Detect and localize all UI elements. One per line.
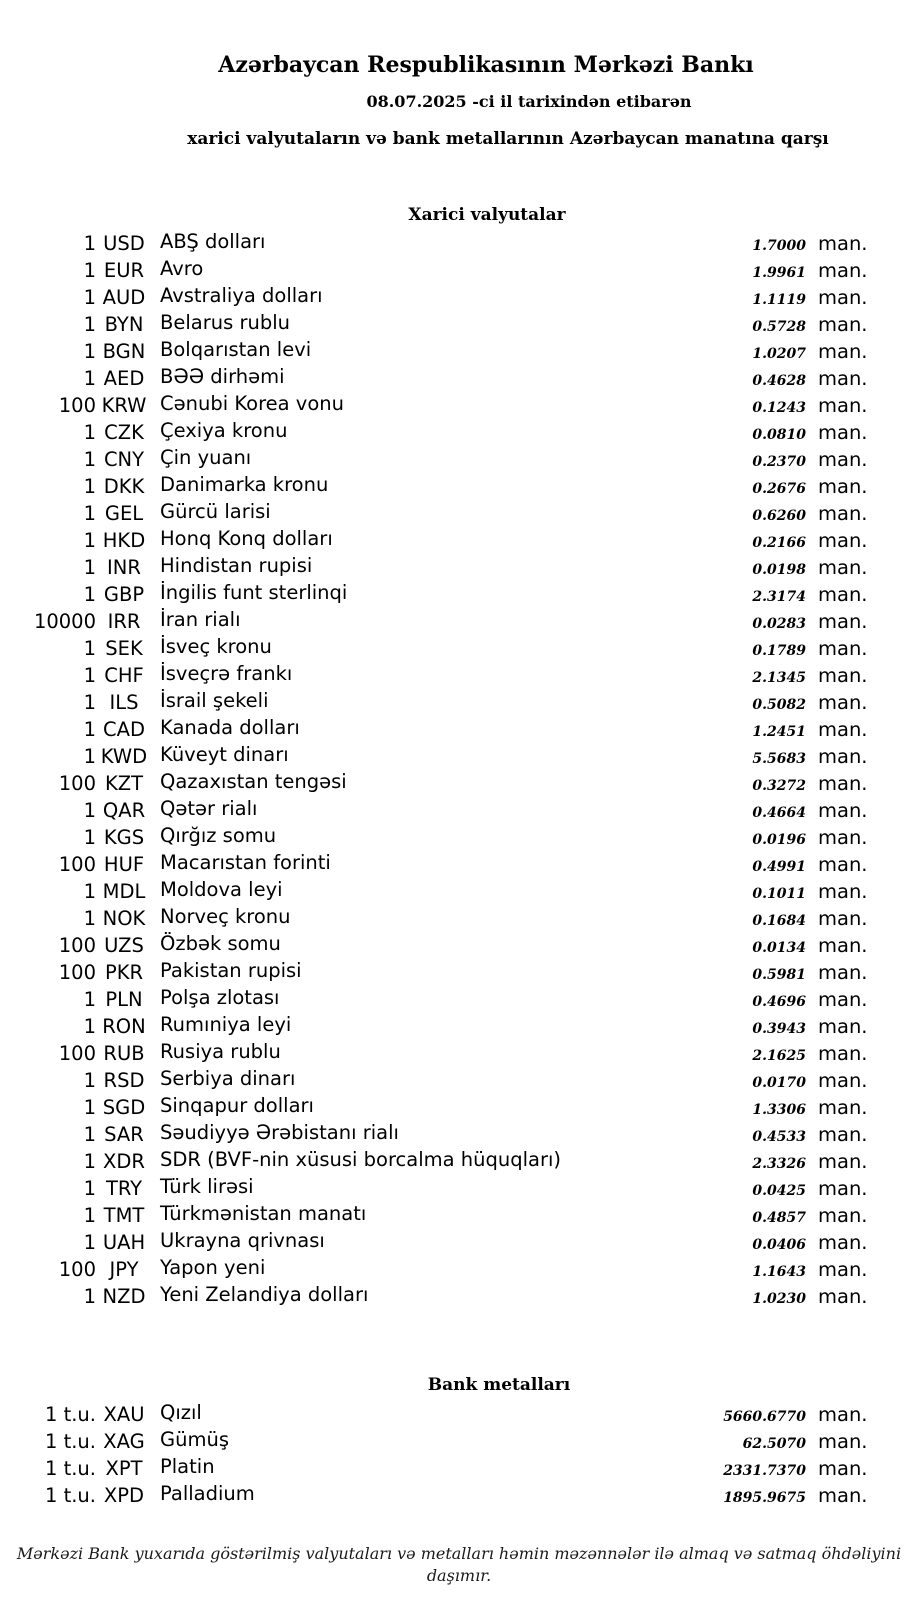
currency-name: Qırğız somu [160, 824, 277, 847]
quantity: 1 t.u. [44, 1484, 96, 1507]
rate-unit: man. [818, 583, 868, 606]
currency-name: Çexiya kronu [160, 419, 288, 442]
rate-unit: man. [818, 1015, 868, 1038]
currency-code: RSD [103, 1069, 145, 1092]
currency-code: USD [103, 232, 145, 255]
table-row [0, 1175, 868, 1202]
rate-value: 0.0810 [752, 427, 806, 443]
quantity: 1 t.u. [44, 1430, 96, 1453]
table-row [0, 338, 868, 365]
currency-name: Bolqarıstan levi [160, 338, 312, 361]
rate-value: 0.0170 [752, 1075, 806, 1091]
quantity: 1 [83, 718, 96, 741]
table-row [0, 365, 868, 392]
rate-value: 0.1243 [752, 400, 806, 416]
rate-unit: man. [818, 988, 868, 1011]
table-row [0, 905, 868, 932]
currency-name: Gümüş [160, 1428, 229, 1451]
currency-code: PKR [104, 961, 144, 984]
rate-unit: man. [818, 286, 868, 309]
document-header [0, 0, 918, 150]
quantity: 1 [83, 907, 96, 930]
currency-code: UZS [104, 934, 144, 957]
rate-unit: man. [818, 1150, 868, 1173]
currency-rates-table [0, 230, 868, 1310]
rate-value: 0.6260 [752, 508, 806, 524]
rate-unit: man. [818, 799, 868, 822]
rate-value: 1.1119 [752, 292, 806, 308]
quantity: 1 [83, 1231, 96, 1254]
rate-unit: man. [818, 1285, 868, 1308]
currency-code: XPD [103, 1484, 145, 1507]
quantity: 100 [58, 772, 96, 795]
rate-value: 0.2676 [752, 481, 806, 497]
currency-code: BYN [104, 313, 144, 336]
quantity: 1 [83, 421, 96, 444]
quantity: 1 [83, 340, 96, 363]
table-row [0, 770, 868, 797]
rate-unit: man. [818, 961, 868, 984]
table-row [0, 311, 868, 338]
table-row [0, 1094, 868, 1121]
rate-value: 1.7000 [752, 238, 806, 254]
rate-value: 1.9961 [752, 265, 806, 281]
rate-unit: man. [818, 340, 868, 363]
currency-name: Türk lirəsi [160, 1175, 254, 1198]
currency-code: GEL [104, 502, 144, 525]
table-row [0, 743, 868, 770]
table-row [0, 1067, 868, 1094]
currencies-section-title: Xarici valyutalar [408, 205, 566, 225]
rate-unit: man. [818, 880, 868, 903]
rate-unit: man. [818, 367, 868, 390]
quantity: 100 [58, 961, 96, 984]
currency-name: Avro [160, 257, 204, 280]
rate-unit: man. [818, 1457, 868, 1480]
quantity: 100 [58, 394, 96, 417]
currency-name: Cənubi Korea vonu [160, 392, 344, 415]
currency-name: İsrail şekeli [160, 689, 269, 712]
quantity: 1 [83, 1123, 96, 1146]
currency-name: Norveç kronu [160, 905, 291, 928]
table-row [0, 878, 868, 905]
quantity: 1 [83, 529, 96, 552]
table-row [0, 1013, 868, 1040]
rate-unit: man. [818, 826, 868, 849]
currency-name: Macarıstan forinti [160, 851, 331, 874]
table-row [0, 1202, 868, 1229]
currency-code: IRR [107, 610, 141, 633]
table-row [0, 230, 868, 257]
rate-unit: man. [818, 907, 868, 930]
rate-value: 0.2370 [752, 454, 806, 470]
rate-value: 0.0198 [752, 562, 806, 578]
quantity: 1 [83, 1204, 96, 1227]
table-row [0, 1040, 868, 1067]
currency-name: Küveyt dinarı [160, 743, 289, 766]
currency-code: CNY [103, 448, 145, 471]
currency-code: BGN [102, 340, 146, 363]
currency-code: JPY [109, 1258, 139, 1281]
currency-code: SGD [102, 1096, 146, 1119]
currency-code: GBP [103, 583, 145, 606]
rate-unit: man. [818, 1403, 868, 1426]
rate-unit: man. [818, 637, 868, 660]
table-row [0, 446, 868, 473]
currency-code: XPT [105, 1457, 143, 1480]
currency-code: CHF [104, 664, 144, 687]
currency-name: Türkmənistan manatı [160, 1202, 367, 1225]
rate-value: 0.1011 [752, 886, 806, 902]
table-row [0, 1148, 868, 1175]
rate-value: 2.3174 [752, 589, 806, 605]
table-row [0, 797, 868, 824]
rate-unit: man. [818, 1204, 868, 1227]
quantity: 1 [83, 448, 96, 471]
rate-unit: man. [818, 1484, 868, 1507]
table-row [0, 689, 868, 716]
table-row [0, 1229, 868, 1256]
currency-name: ABŞ dolları [160, 230, 266, 253]
quantity: 1 [83, 583, 96, 606]
rate-unit: man. [818, 772, 868, 795]
metals-section-title: Bank metalları [427, 1375, 571, 1395]
quantity: 100 [58, 934, 96, 957]
currency-name: Pakistan rupisi [160, 959, 302, 982]
currency-code: KZT [104, 772, 144, 795]
table-row [0, 1455, 868, 1482]
rate-value: 1.0207 [752, 346, 806, 362]
currency-name: İsveç kronu [160, 635, 272, 658]
rate-value: 2.1625 [752, 1048, 806, 1064]
table-row [0, 500, 868, 527]
quantity: 1 [83, 1150, 96, 1173]
table-row [0, 986, 868, 1013]
currency-name: Çin yuanı [160, 446, 252, 469]
currency-name: Qətər rialı [160, 797, 258, 820]
quantity: 1 [83, 637, 96, 660]
rate-value: 1.3306 [752, 1102, 806, 1118]
quantity: 1 t.u. [44, 1457, 96, 1480]
rate-unit: man. [818, 313, 868, 336]
table-row [0, 959, 868, 986]
currency-code: NZD [102, 1285, 146, 1308]
rate-value: 1.0230 [752, 1291, 806, 1307]
quantity: 1 [83, 502, 96, 525]
rate-unit: man. [818, 1258, 868, 1281]
table-row [0, 257, 868, 284]
quantity: 1 [83, 1285, 96, 1308]
rate-value: 5660.6770 [723, 1409, 806, 1425]
rate-value: 0.1684 [752, 913, 806, 929]
currency-name: Moldova leyi [160, 878, 283, 901]
currency-name: Palladium [160, 1482, 255, 1505]
disclaimer-text: Mərkəzi Bank yuxarıda göstərilmiş valyutaları və metalları həmin məzənnələr ilə almaq və satmaq öhdəliyini daşımır. [16, 1544, 902, 1585]
rate-unit: man. [818, 556, 868, 579]
table-row [0, 554, 868, 581]
quantity: 1 [83, 799, 96, 822]
currency-name: Hindistan rupisi [160, 554, 313, 577]
currency-code: SAR [104, 1123, 144, 1146]
rate-value: 0.4533 [752, 1129, 806, 1145]
currency-name: SDR (BVF-nin xüsusi borcalma hüquqları) [160, 1148, 562, 1171]
currency-name: Polşa zlotası [160, 986, 280, 1009]
quantity: 1 [83, 664, 96, 687]
rate-value: 2.1345 [752, 670, 806, 686]
rate-unit: man. [818, 394, 868, 417]
quantity: 1 [83, 475, 96, 498]
currency-name: Platin [160, 1455, 215, 1478]
rate-value: 0.1789 [752, 643, 806, 659]
currency-code: XAG [103, 1430, 145, 1453]
table-row [0, 1256, 868, 1283]
table-row [0, 932, 868, 959]
table-row [0, 581, 868, 608]
currency-name: Qazaxıstan tengəsi [160, 770, 347, 793]
table-row [0, 1121, 868, 1148]
table-row [0, 824, 868, 851]
rate-value: 0.0406 [752, 1237, 806, 1253]
rate-value: 0.5728 [752, 319, 806, 335]
rate-value: 0.2166 [752, 535, 806, 551]
rate-value: 0.0196 [752, 832, 806, 848]
rate-value: 0.0134 [752, 940, 806, 956]
currency-code: CAD [103, 718, 145, 741]
currency-code: XDR [103, 1150, 145, 1173]
currency-code: SEK [105, 637, 143, 660]
rate-value: 1.1643 [752, 1264, 806, 1280]
currency-code: KRW [101, 394, 147, 417]
currency-code: KGS [103, 826, 145, 849]
table-row [0, 1428, 868, 1455]
currency-name: Gürcü larisi [160, 500, 271, 523]
rate-unit: man. [818, 1096, 868, 1119]
table-row [0, 284, 868, 311]
quantity: 1 [83, 988, 96, 1011]
currency-code: RUB [103, 1042, 145, 1065]
currency-code: HKD [102, 529, 146, 552]
table-row [0, 851, 868, 878]
table-row [0, 662, 868, 689]
quantity: 1 [83, 313, 96, 336]
rate-value: 5.5683 [752, 751, 806, 767]
rate-unit: man. [818, 232, 868, 255]
rate-value: 0.4696 [752, 994, 806, 1010]
rate-unit: man. [818, 475, 868, 498]
table-row [0, 635, 868, 662]
currency-name: İran rialı [160, 608, 241, 631]
quantity: 1 [83, 691, 96, 714]
currency-name: BƏƏ dirhəmi [160, 365, 285, 388]
currency-name: Serbiya dinarı [160, 1067, 296, 1090]
quantity: 1 [83, 1069, 96, 1092]
currency-name: Danimarka kronu [160, 473, 329, 496]
quantity: 1 [83, 745, 96, 768]
quantity: 1 [83, 367, 96, 390]
rate-unit: man. [818, 421, 868, 444]
rate-unit: man. [818, 934, 868, 957]
rate-unit: man. [818, 1430, 868, 1453]
rate-unit: man. [818, 502, 868, 525]
rate-value: 0.4857 [752, 1210, 806, 1226]
currency-code: DKK [103, 475, 145, 498]
quantity: 1 [83, 556, 96, 579]
currency-code: PLN [105, 988, 143, 1011]
quantity: 100 [58, 1258, 96, 1281]
page-subtitle: xarici valyutaların və bank metallarının Azərbaycan manatına qarşı [187, 129, 829, 149]
rate-value: 0.0425 [752, 1183, 806, 1199]
currency-name: Rusiya rublu [160, 1040, 281, 1063]
table-row [0, 716, 868, 743]
quantity: 1 [83, 259, 96, 282]
quantity: 1 t.u. [44, 1403, 96, 1426]
currency-code: XAU [103, 1403, 145, 1426]
quantity: 1 [83, 1096, 96, 1119]
rate-value: 2331.7370 [723, 1463, 806, 1479]
table-row [0, 419, 868, 446]
currency-code: INR [107, 556, 141, 579]
quantity: 1 [83, 880, 96, 903]
currency-code: MDL [102, 880, 146, 903]
rate-unit: man. [818, 1042, 868, 1065]
quantity: 10000 [33, 610, 96, 633]
rate-value: 0.4664 [752, 805, 806, 821]
currency-code: AUD [102, 286, 146, 309]
table-row [0, 473, 868, 500]
rate-unit: man. [818, 610, 868, 633]
rate-unit: man. [818, 664, 868, 687]
rate-unit: man. [818, 448, 868, 471]
rate-value: 1895.9675 [723, 1490, 806, 1506]
rate-value: 0.4628 [752, 373, 806, 389]
quantity: 100 [58, 853, 96, 876]
metal-rates-table [0, 1401, 868, 1509]
currency-code: AED [103, 367, 145, 390]
rate-value: 1.2451 [752, 724, 806, 740]
rate-unit: man. [818, 1123, 868, 1146]
currency-code: QAR [102, 799, 146, 822]
currency-name: Belarus rublu [160, 311, 291, 334]
currency-name: İsveçrə frankı [160, 662, 293, 685]
currency-code: HUF [103, 853, 145, 876]
currency-name: Səudiyyə Ərəbistanı rialı [160, 1121, 399, 1144]
rate-value: 0.5082 [752, 697, 806, 713]
table-row [0, 527, 868, 554]
table-row [0, 1401, 868, 1428]
quantity: 1 [83, 232, 96, 255]
currency-code: TRY [105, 1177, 143, 1200]
rate-unit: man. [818, 529, 868, 552]
currency-name: Yapon yeni [160, 1256, 266, 1279]
currency-name: Kanada dolları [160, 716, 300, 739]
currency-name: Avstraliya dolları [160, 284, 323, 307]
rate-unit: man. [818, 745, 868, 768]
quantity: 1 [83, 826, 96, 849]
quantity: 1 [83, 1015, 96, 1038]
quantity: 1 [83, 1177, 96, 1200]
rate-value: 2.3326 [752, 1156, 806, 1172]
rate-value: 0.4991 [752, 859, 806, 875]
currency-code: CZK [104, 421, 144, 444]
currency-name: İngilis funt sterlinqi [160, 581, 348, 604]
rate-value: 62.5070 [742, 1436, 806, 1452]
quantity: 1 [83, 286, 96, 309]
currency-code: NOK [102, 907, 146, 930]
quantity: 100 [58, 1042, 96, 1065]
currency-name: Honq Konq dolları [160, 527, 333, 550]
effective-date-line: 08.07.2025 -ci il tarixindən etibarən [366, 92, 692, 111]
currency-code: KWD [100, 745, 148, 768]
table-row [0, 1283, 868, 1310]
rate-unit: man. [818, 259, 868, 282]
currency-name: Özbək somu [160, 932, 281, 955]
rate-value: 0.0283 [752, 616, 806, 632]
table-row [0, 608, 868, 635]
table-row [0, 1482, 868, 1509]
rate-unit: man. [818, 718, 868, 741]
currency-name: Ukrayna qrivnası [160, 1229, 325, 1252]
rate-value: 0.5981 [752, 967, 806, 983]
currency-name: Qızıl [160, 1401, 202, 1424]
currency-code: TMT [103, 1204, 145, 1227]
currency-name: Yeni Zelandiya dolları [160, 1283, 369, 1306]
currency-name: Sinqapur dolları [160, 1094, 314, 1117]
currency-name: Rumıniya leyi [160, 1013, 292, 1036]
currency-code: RON [102, 1015, 146, 1038]
rate-unit: man. [818, 691, 868, 714]
table-row [0, 392, 868, 419]
page-title: Azərbaycan Respublikasının Mərkəzi Bankı [218, 52, 754, 78]
currency-code: EUR [103, 259, 145, 282]
rate-value: 0.3943 [752, 1021, 806, 1037]
rate-value: 0.3272 [752, 778, 806, 794]
rate-unit: man. [818, 853, 868, 876]
currency-code: ILS [109, 691, 139, 714]
currency-code: UAH [102, 1231, 146, 1254]
rate-unit: man. [818, 1231, 868, 1254]
rate-unit: man. [818, 1177, 868, 1200]
rate-unit: man. [818, 1069, 868, 1092]
